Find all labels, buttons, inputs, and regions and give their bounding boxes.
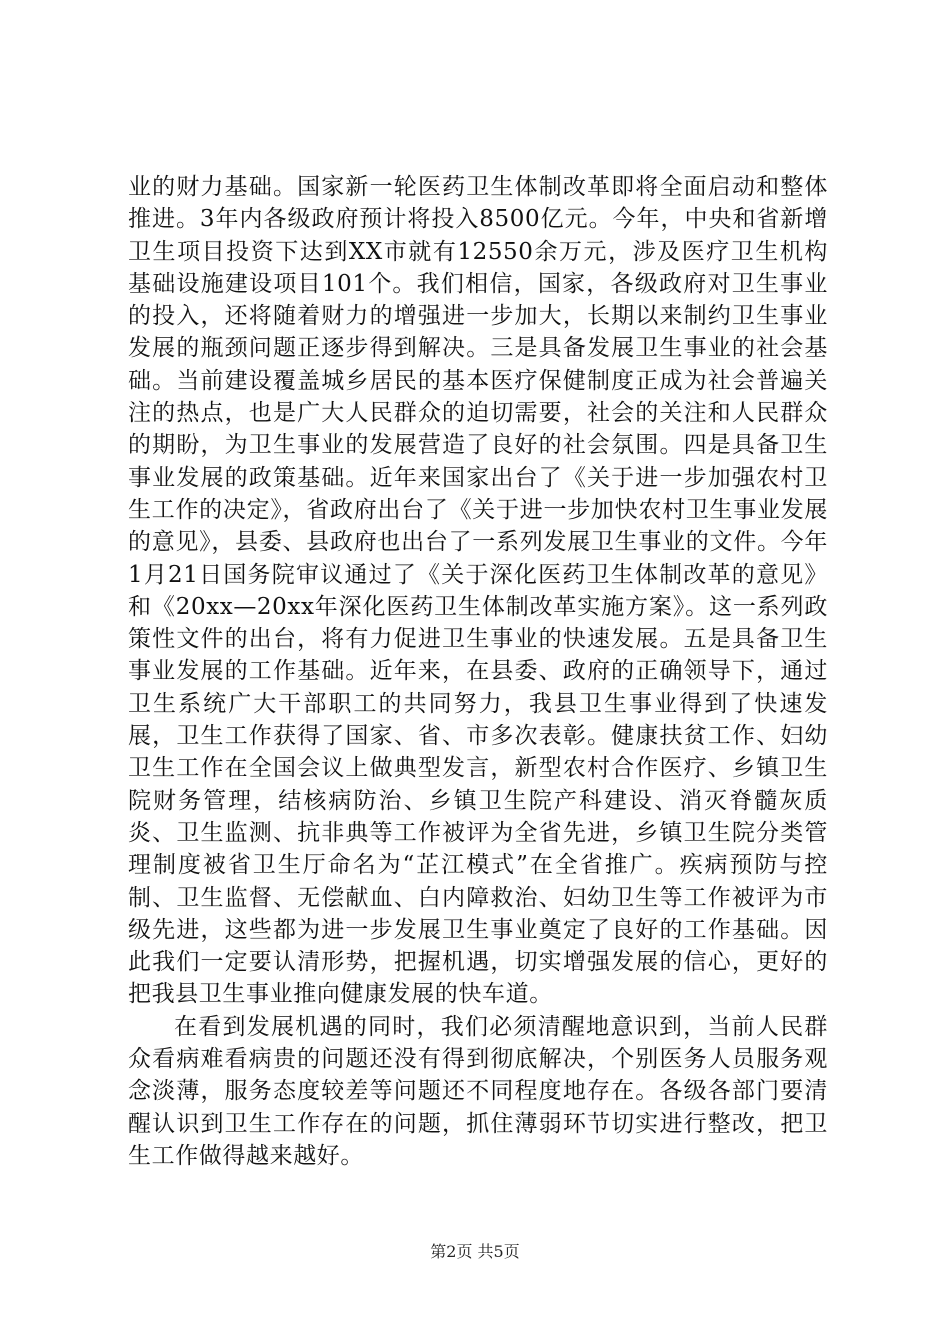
document-body: [128, 171, 828, 1172]
paragraph-continuation: 业的财力基础。国家新一轮医药卫生体制改革即将全面启动和整体推进。3年内各级政府预计将投入8500亿元。今年，中央和省新增卫生项目投资下达到XX市就有12550余万元，涉及医疗卫生机构基础设施建设项目101个。我们相信，国家，各级政府对卫生事业的投入，还将随着财力的增强进一步加大，长期以来制约卫生事业发展的瓶颈问题正逐步得到解决。三是具备发展卫生事业的社会基础。当前建设覆盖城乡居民的基本医疗保健制度正成为社会普遍关注的热点，也是广大人民群众的迫切需要，社会的关注和人民群众的期盼，为卫生事业的发展营造了良好的社会氛围。四是具备卫生事业发展的政策基础。近年来国家出台了《关于进一步加强农村卫生工作的决定》，省政府出台了《关于进一步加快农村卫生事业发展的意见》，县委、县政府也出台了一系列发展卫生事业的文件。今年1月21日国务院审议通过了《关于深化医药卫生体制改革的意见》和《20xx—20xx年深化医药卫生体制改革实施方案》。这一系列政策性文件的出台，将有力促进卫生事业的快速发展。五是具备卫生事业发展的工作基础。近年来，在县委、政府的正确领导下，通过卫生系统广大干部职工的共同努力，我县卫生事业得到了快速发展，卫生工作获得了国家、省、市多次表彰。健康扶贫工作、妇幼卫生工作在全国会议上做典型发言，新型农村合作医疗、乡镇卫生院财务管理，结核病防治、乡镇卫生院产科建设、消灭脊髓灰质炎、卫生监测、抗非典等工作被评为全省先进，乡镇卫生院分类管理制度被省卫生厅命名为“芷江模式”在全省推广。疾病预防与控制、卫生监督、无偿献血、白内障救治、妇幼卫生等工作被评为市级先进，这些都为进一步发展卫生事业奠定了良好的工作基础。因此我们一定要认清形势，把握机遇，切实增强发展的信心，更好的把我县卫生事业推向健康发展的快车道。: [128, 174, 828, 1008]
paragraph-development-issues: 在看到发展机遇的同时，我们必须清醒地意识到，当前人民群众看病难看病贵的问题还没有得到彻底解决，个别医务人员服务观念淡薄，服务态度较差等问题还不同程度地存在。各级各部门要清醒认识到卫生工作存在的问题，抓住薄弱环节切实进行整改，把卫生工作做得越来越好。: [128, 1013, 828, 1169]
page-number-footer: 第2页 共5页: [430, 1242, 520, 1261]
